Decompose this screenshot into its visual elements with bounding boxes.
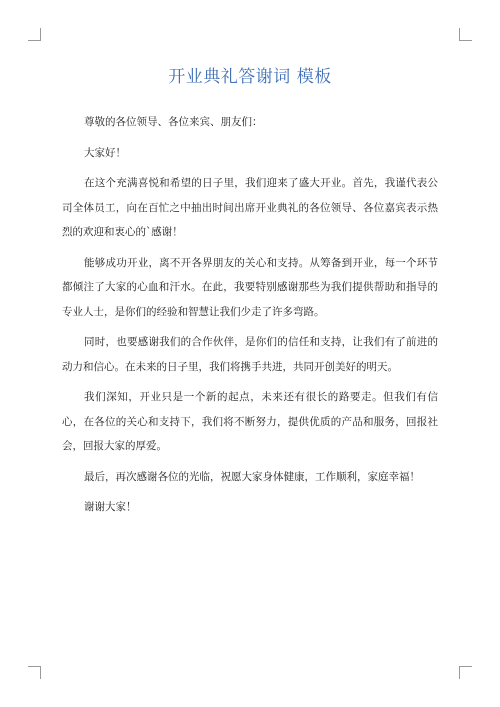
crop-mark-bottom-left (28, 666, 41, 679)
paragraph-2: 能够成功开业，离不开各界朋友的关心和支持。从筹备到开业，每一个环节都倾注了大家的心血和汗水。在此，我要特别感谢那些为我们提供帮助和指导的专业人士，是你们的经验和智慧让我们少走了许多弯路。 (62, 256, 438, 318)
document-title: 开业典礼答谢词 模板 (168, 67, 332, 87)
paragraph-5: 最后，再次感谢各位的光临，祝愿大家身体健康，工作顺利，家庭幸福！ (84, 470, 421, 483)
paragraph-1: 在这个充满喜悦和希望的日子里，我们迎来了盛大开业。首先，我谨代表公司全体员工，向在百忙之中抽出时间出席开业典礼的各位领导、各位嘉宾表示热烈的欢迎和衷心的`感谢！ (62, 177, 438, 238)
crop-mark-bottom-right (459, 666, 472, 679)
crop-mark-top-right (459, 28, 472, 41)
greeting: 大家好！ (84, 146, 127, 159)
paragraph-3: 同时，也要感谢我们的合作伙伴，是你们的信任和支持，让我们有了前进的动力和信心。在未来的日子里，我们将携手共进，共同开创美好的明天。 (62, 336, 438, 373)
crop-mark-top-left (28, 28, 41, 41)
document-body (62, 110, 438, 526)
salutation: 尊敬的各位领导、各位来宾、朋友们： (84, 116, 263, 128)
paragraph-4: 我们深知，开业只是一个新的起点，未来还有很长的路要走。但我们有信心，在各位的关心和支持下，我们将不断努力，提供优质的产品和服务，回报社会，回报大家的厚爱。 (62, 391, 438, 452)
closing: 谢谢大家！ (84, 501, 137, 513)
